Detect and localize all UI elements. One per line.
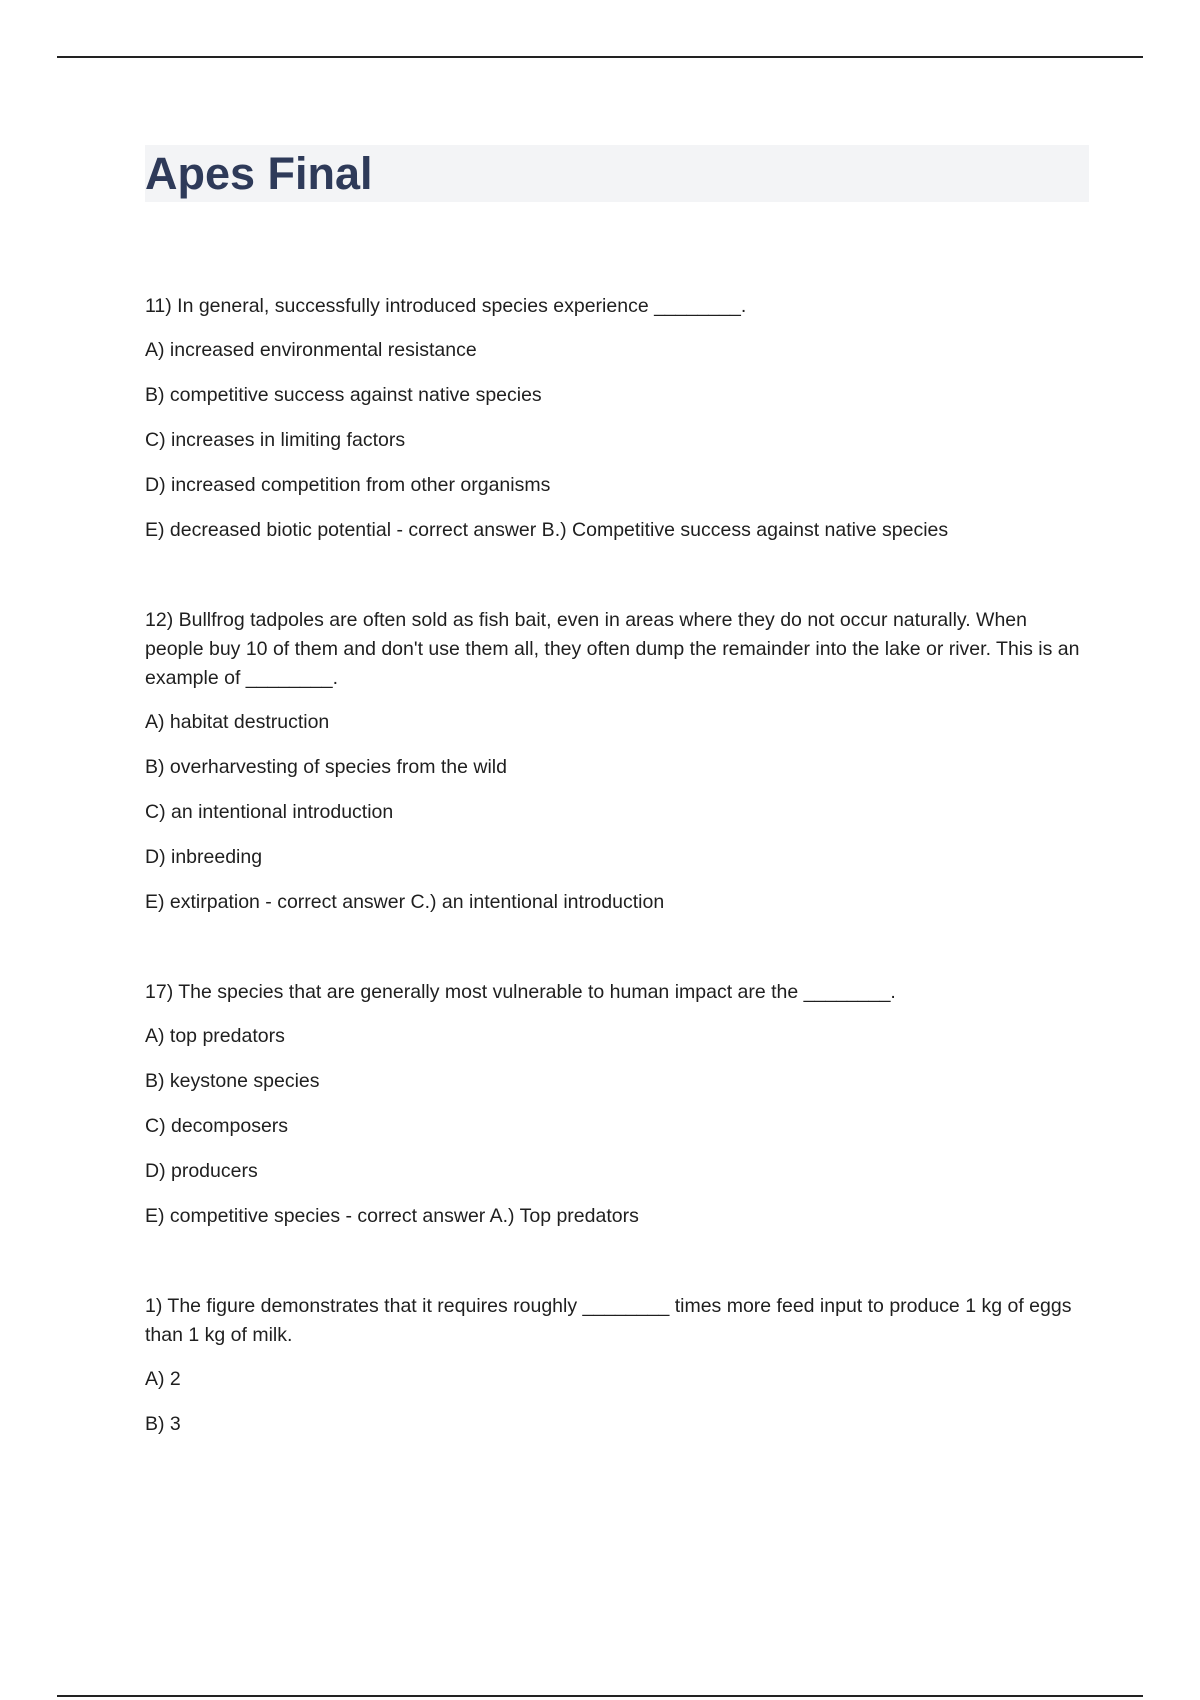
page-title: Apes Final (145, 148, 373, 199)
answer-option-d: D) increased competition from other organisms (145, 474, 551, 496)
question-text: 12) Bullfrog tadpoles are often sold as fish bait, even in areas where they do not occur naturally. When people buy 10 of them and don't use them all, they often dump the remainder into the lake or river. This is an example of ________. (145, 609, 1080, 689)
question-1 (145, 1292, 1085, 1439)
answer-option-e: E) decreased biotic potential - correct answer B.) Competitive success against native species (145, 519, 949, 541)
answer-option-c: C) an intentional introduction (145, 801, 394, 823)
answer-options (145, 708, 1085, 917)
top-rule (57, 56, 1143, 58)
answer-option-c: C) increases in limiting factors (145, 429, 406, 451)
answer-option-a: A) increased environmental resistance (145, 339, 477, 361)
answer-option-b: B) keystone species (145, 1070, 320, 1092)
bottom-rule (57, 1695, 1143, 1697)
answer-option-a: A) top predators (145, 1025, 285, 1047)
answer-options (145, 336, 1085, 545)
answer-option-b: B) competitive success against native species (145, 384, 542, 406)
answer-option-c: C) decomposers (145, 1115, 289, 1137)
answer-option-a: A) 2 (145, 1368, 181, 1390)
question-12 (145, 606, 1085, 917)
answer-options (145, 1022, 1085, 1231)
answer-option-b: B) 3 (145, 1413, 181, 1435)
answer-option-a: A) habitat destruction (145, 711, 330, 733)
answer-option-d: D) producers (145, 1160, 258, 1182)
answer-option-d: D) inbreeding (145, 846, 263, 868)
answer-options (145, 1365, 1085, 1439)
question-text: 1) The figure demonstrates that it requires roughly ________ times more feed input to produce 1 kg of eggs than 1 kg of milk. (145, 1295, 1072, 1346)
question-11 (145, 292, 1085, 545)
question-17 (145, 978, 1085, 1231)
question-text: 11) In general, successfully introduced species experience ________. (145, 295, 747, 317)
answer-option-e: E) extirpation - correct answer C.) an intentional introduction (145, 891, 665, 913)
answer-option-b: B) overharvesting of species from the wild (145, 756, 507, 778)
question-list (145, 292, 1085, 1439)
answer-option-e: E) competitive species - correct answer A.) Top predators (145, 1205, 639, 1227)
title-banner (145, 145, 1089, 202)
question-text: 17) The species that are generally most vulnerable to human impact are the ________. (145, 981, 896, 1003)
